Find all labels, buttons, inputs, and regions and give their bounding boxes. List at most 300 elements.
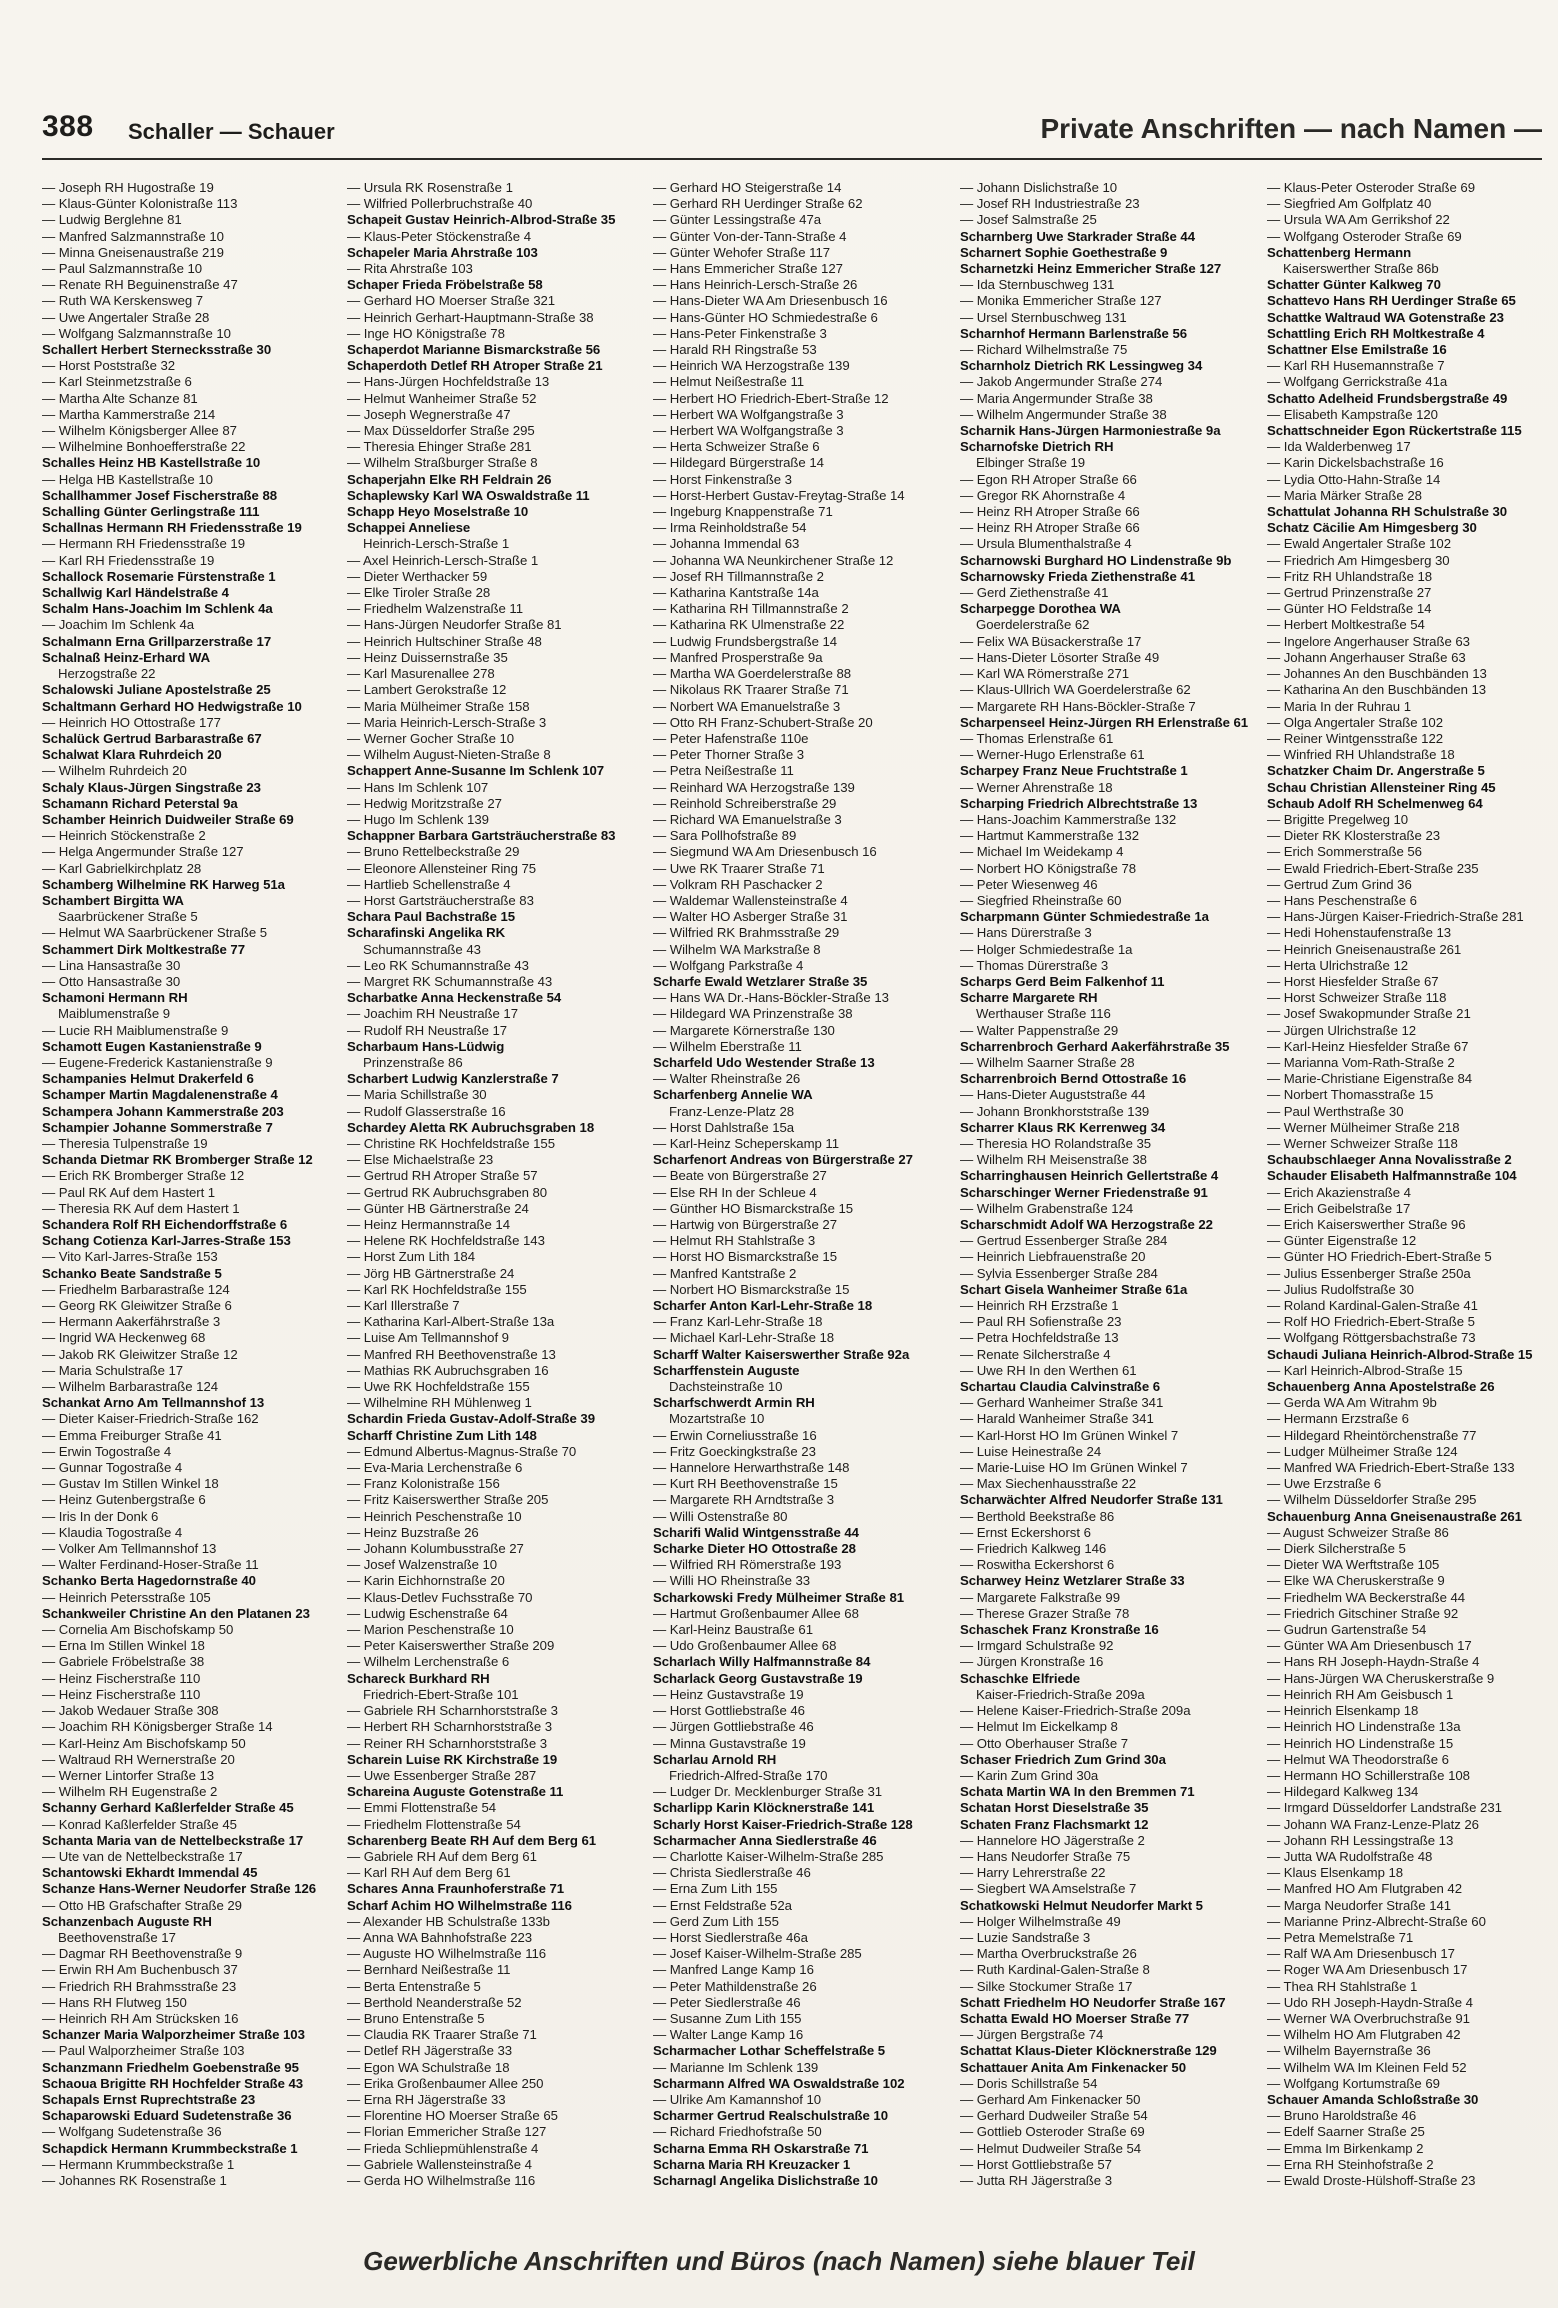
directory-entry: — Katharina An den Buschbänden 13: [1267, 682, 1487, 698]
directory-entry: — Volker Am Tellmannshof 13: [42, 1541, 217, 1557]
directory-entry: — Hildegard Bürgerstraße 14: [653, 455, 824, 471]
directory-entry: Schatan Horst Dieselstraße 35: [960, 1800, 1149, 1816]
directory-entry: — Harald Wanheimer Straße 341: [960, 1411, 1154, 1427]
directory-entry: — Uwe Angertaler Straße 28: [42, 309, 210, 325]
directory-entry: — Hildegard Kalkweg 134: [1267, 1784, 1419, 1800]
directory-entry: — Rolf HO Friedrich-Ebert-Straße 5: [1267, 1314, 1475, 1330]
directory-entry: — Else RH In der Schleue 4: [653, 1184, 817, 1200]
directory-entry: Schang Cotienza Karl-Jarres-Straße 153: [42, 1233, 291, 1249]
directory-entry: — Helmut Wanheimer Straße 52: [347, 390, 537, 406]
directory-entry: — Wilfried RH Römerstraße 193: [653, 1557, 842, 1573]
directory-entry: Schalles Heinz HB Kastellstraße 10: [42, 455, 261, 471]
directory-entry: — Ralf WA Am Driesenbusch 17: [1267, 1946, 1455, 1962]
directory-entry: — Gerda HO Wilhelmstraße 116: [347, 2172, 536, 2188]
directory-entry: Schara Paul Bachstraße 15: [347, 909, 516, 925]
directory-entry: — Bernhard Neißestraße 11: [347, 1962, 511, 1978]
directory-entry: — Marianne Prinz-Albrecht-Straße 60: [1267, 1913, 1486, 1929]
directory-entry: — Margarete RH Arndtstraße 3: [653, 1492, 835, 1508]
directory-entry: — Heinz Hermannstraße 14: [347, 1217, 510, 1232]
directory-entry: Schapals Ernst Ruprechtstraße 23: [42, 2091, 256, 2107]
directory-entry: — Fritz Goeckingkstraße 23: [653, 1443, 816, 1459]
directory-entry: Scharrenbroch Gerhard Aakerfährstraße 35: [960, 1038, 1230, 1054]
directory-entry: — Dierk Silcherstraße 5: [1267, 1541, 1406, 1557]
directory-entry: — Holger Schmiedestraße 1a: [960, 941, 1133, 957]
directory-entry: — Manfred WA Friedrich-Ebert-Straße 133: [1267, 1460, 1515, 1476]
page-number: 388: [42, 110, 94, 143]
directory-entry: Schankat Arno Am Tellmannshof 13: [42, 1395, 265, 1411]
directory-entry: — Heinrich Peschenstraße 10: [347, 1508, 522, 1524]
directory-entry: Herzogstraße 22: [58, 666, 156, 682]
directory-entry: Scharna Maria RH Kreuzacker 1: [653, 2156, 851, 2172]
directory-entry: Schaly Klaus-Jürgen Singstraße 23: [42, 779, 261, 795]
directory-entry: Scharmacher Anna Siedlerstraße 46: [653, 1832, 877, 1848]
directory-entry: Schauer Amanda Schloßstraße 30: [1267, 2091, 1479, 2107]
directory-entry: — Heinrich Liebfrauenstraße 20: [960, 1249, 1146, 1265]
directory-entry: — Friedrich RH Brahmsstraße 23: [42, 1978, 237, 1994]
directory-entry: Scharnowski Burghard HO Lindenstraße 9b: [960, 552, 1232, 568]
directory-entry: — Herbert WA Wolfgangstraße 3: [653, 423, 844, 439]
directory-entry: — Karl RH Husemannstraße 7: [1267, 358, 1445, 374]
directory-entry: — Ingelore Angerhauser Straße 63: [1267, 633, 1470, 649]
directory-entry: — Siegmund WA Am Driesenbusch 16: [653, 844, 877, 860]
directory-entry: — Michael Im Weidekamp 4: [960, 844, 1124, 860]
directory-entry: — Marie-Luise HO Im Grünen Winkel 7: [960, 1460, 1188, 1476]
directory-entry: — Emma Im Birkenkamp 2: [1267, 2140, 1424, 2156]
directory-entry: Schampera Johann Kammerstraße 203: [42, 1103, 284, 1119]
directory-entry: Scharnetzki Heinz Emmericher Straße 127: [960, 261, 1222, 277]
directory-entry: — Irmgard Schulstraße 92: [960, 1638, 1114, 1654]
directory-entry: — Jörg HB Gärtnerstraße 24: [347, 1265, 515, 1281]
directory-entry: Schaschek Franz Kronstraße 16: [960, 1622, 1159, 1638]
directory-entry: — Horst Schweizer Straße 118: [1267, 990, 1447, 1006]
directory-entry: — Richard WA Emanuelstraße 3: [653, 811, 842, 827]
directory-entry: — Dieter RK Klosterstraße 23: [1267, 828, 1441, 844]
directory-entry: — Karin Eichhornstraße 20: [347, 1573, 505, 1589]
directory-entry: — Cornelia Am Bischofskamp 50: [42, 1622, 234, 1638]
directory-entry: — Siegfried Rheinstraße 60: [960, 892, 1122, 908]
directory-entry: — Friedrich Gitschiner Straße 92: [1267, 1605, 1459, 1621]
directory-entry: Schalmann Erna Grillparzerstraße 17: [42, 633, 272, 649]
directory-entry: Schamberg Wilhelmine RK Harweg 51a: [42, 876, 285, 892]
directory-entry: — Günter HO Feldstraße 14: [1267, 601, 1432, 617]
directory-entry: — Leo RK Schumannstraße 43: [347, 957, 529, 973]
directory-entry: — Renate RH Beguinenstraße 47: [42, 277, 238, 293]
directory-entry: Scharbert Ludwig Kanzlerstraße 7: [347, 1071, 559, 1087]
directory-entry: — Ernst Eckershorst 6: [960, 1524, 1091, 1540]
directory-entry: — Heinrich Hultschiner Straße 48: [347, 633, 542, 649]
directory-entry: — Wilhelm Lerchenstraße 6: [347, 1654, 510, 1670]
directory-entry: — Irma Reinholdstraße 54: [653, 520, 807, 536]
directory-entry: Scharke Dieter HO Ottostraße 28: [653, 1541, 856, 1557]
directory-entry: — Hans RH Joseph-Haydn-Straße 4: [1267, 1654, 1480, 1670]
directory-entry: — Ida Walderbenweg 17: [1267, 439, 1411, 455]
directory-entry: Schattschneider Egon Rückertstraße 115: [1267, 423, 1522, 439]
directory-entry: — Jürgen Kronstraße 16: [960, 1654, 1104, 1670]
directory-entry: — Helene RK Hochfeldstraße 143: [347, 1233, 545, 1249]
directory-entry: Scharlack Georg Gustavstraße 19: [653, 1670, 863, 1686]
directory-entry: — Günter WA Am Driesenbusch 17: [1267, 1638, 1472, 1654]
directory-entry: Schumannstraße 43: [363, 941, 481, 957]
directory-entry: — Heinrich HO Lindenstraße 13a: [1267, 1719, 1461, 1735]
footer-note: Gewerbliche Anschriften und Büros (nach Namen) siehe blauer Teil: [363, 2246, 1195, 2276]
directory-entry: — Heinz Duissernstraße 35: [347, 649, 508, 665]
directory-entry: — Manfred HO Am Flutgraben 42: [1267, 1881, 1462, 1897]
directory-entry: — Harry Lehrerstraße 22: [960, 1865, 1106, 1881]
directory-entry: Scharping Friedrich Albrechtstraße 13: [960, 795, 1198, 811]
directory-entry: — Reinhard WA Herzogstraße 139: [653, 779, 855, 795]
directory-entry: — Wilhelm Grabenstraße 124: [960, 1200, 1134, 1216]
directory-entry: — Helga HB Kastellstraße 10: [42, 471, 213, 487]
directory-entry: — Peter Wiesenweg 46: [960, 876, 1098, 892]
directory-entry: — Ludwig Eschenstraße 64: [347, 1605, 508, 1621]
directory-entry: Schattling Erich RH Moltkestraße 4: [1267, 325, 1485, 341]
directory-entry: Scharbatke Anna Heckenstraße 54: [347, 990, 562, 1006]
directory-entry: — Minna Gustavstraße 19: [653, 1735, 806, 1751]
directory-entry: Schamoni Hermann RH: [42, 990, 188, 1006]
directory-entry: Scharps Gerd Beim Falkenhof 11: [960, 973, 1165, 989]
directory-entry: — Jakob Angermunder Straße 274: [960, 374, 1163, 390]
directory-entry: Schandera Rolf RH Eichendorffstraße 6: [42, 1217, 288, 1232]
directory-entry: — Hans-Peter Finkenstraße 3: [653, 325, 827, 341]
directory-entry: — Uwe RH In den Werthen 61: [960, 1362, 1137, 1378]
directory-entry: — Günter Wehofer Straße 117: [653, 244, 831, 260]
directory-entry: — Friedhelm WA Beckerstraße 44: [1267, 1589, 1466, 1605]
directory-entry: — Margret RK Schumannstraße 43: [347, 973, 553, 989]
directory-entry: — Iris In der Donk 6: [42, 1508, 159, 1524]
directory-entry: — Hannelore HO Jägerstraße 2: [960, 1832, 1145, 1848]
directory-entry: — Maria Schulstraße 17: [42, 1362, 184, 1378]
directory-entry: — Ute van de Nettelbeckstraße 17: [42, 1848, 243, 1864]
directory-entry: — Uwe Essenberger Straße 287: [347, 1767, 537, 1783]
directory-entry: — Gerd Zum Lith 155: [653, 1913, 779, 1929]
directory-entry: — Heinz Fischerstraße 110: [42, 1670, 201, 1686]
directory-column-4: [960, 180, 1254, 2228]
directory-entry: — Josef Swakopmunder Straße 21: [1267, 1006, 1471, 1022]
directory-entry: Elbinger Straße 19: [976, 455, 1086, 471]
directory-entry: — Theresia Ehinger Straße 281: [347, 439, 532, 455]
directory-entry: — Herbert HO Friedrich-Ebert-Straße 12: [653, 390, 889, 406]
directory-entry: — Wilhelmine Bonhoefferstraße 22: [42, 439, 246, 455]
directory-entry: Schanko Beate Sandstraße 5: [42, 1265, 222, 1281]
directory-entry: — Josef Kaiser-Wilhelm-Straße 285: [653, 1946, 862, 1962]
directory-entry: Schamper Martin Magdalenenstraße 4: [42, 1087, 278, 1103]
directory-entry: — Peter Thorner Straße 3: [653, 747, 805, 763]
directory-entry: — Therese Grazer Straße 78: [960, 1605, 1130, 1621]
directory-entry: — Dieter WA Werftstraße 105: [1267, 1557, 1440, 1573]
directory-entry: — Felix WA Büsackerstraße 17: [960, 633, 1142, 649]
directory-entry: — Hans Im Schlenk 107: [347, 779, 489, 795]
directory-entry: — Roland Kardinal-Galen-Straße 41: [1267, 1298, 1478, 1314]
directory-entry: — Heinrich RH Am Strücksken 16: [42, 2010, 239, 2026]
directory-entry: — Peter Mathildenstraße 26: [653, 1978, 817, 1994]
directory-entry: — Margarete Falkstraße 99: [960, 1589, 1120, 1605]
directory-entry: Scharffenstein Auguste: [653, 1362, 800, 1378]
directory-entry: — Sara Pollhofstraße 89: [653, 828, 797, 844]
directory-entry: — Rudolf Glasserstraße 16: [347, 1103, 506, 1119]
directory-entry: — Siegfried Am Golfplatz 40: [1267, 196, 1432, 212]
directory-entry: — Max Düsseldorfer Straße 295: [347, 423, 535, 439]
directory-entry: — Beate von Bürgerstraße 27: [653, 1168, 827, 1184]
directory-entry: — Gerhard Wanheimer Straße 341: [960, 1395, 1164, 1411]
directory-entry: — Martha WA Goerdelerstraße 88: [653, 666, 852, 682]
directory-entry: — Werner WA Overbruchstraße 91: [1267, 2010, 1470, 2026]
directory-entry: — Horst Siedlerstraße 46a: [653, 1929, 808, 1945]
directory-entry: Schalling Günter Gerlingstraße 111: [42, 504, 260, 520]
directory-entry: — Frieda Schliepmühlenstraße 4: [347, 2140, 539, 2156]
directory-entry: — Peter Siedlerstraße 46: [653, 1994, 801, 2010]
directory-entry: — Friedhelm Barbarastraße 124: [42, 1281, 230, 1297]
directory-entry: — Peter Hafenstraße 110e: [653, 730, 809, 746]
directory-entry: — Johann WA Franz-Lenze-Platz 26: [1267, 1816, 1479, 1832]
directory-entry: Scharfer Anton Karl-Lehr-Straße 18: [653, 1298, 873, 1314]
directory-entry: — Sylvia Essenberger Straße 284: [960, 1265, 1158, 1281]
directory-entry: — Waltraud RH Wernerstraße 20: [42, 1751, 235, 1767]
directory-entry: Schallnas Hermann RH Friedensstraße 19: [42, 520, 302, 536]
directory-entry: — Karl-Heinz Am Bischofskamp 50: [42, 1735, 246, 1751]
directory-entry: — Manfred Kantstraße 2: [653, 1265, 797, 1281]
directory-entry: Schattke Waltraud WA Gotenstraße 23: [1267, 309, 1504, 325]
directory-entry: — Georg RK Gleiwitzer Straße 6: [42, 1298, 232, 1314]
directory-entry: — Heinrich HO Lindenstraße 15: [1267, 1735, 1454, 1751]
directory-entry: Schaudi Juliana Heinrich-Albrod-Straße 15: [1267, 1346, 1533, 1362]
directory-entry: — Karl-Heinz Hiesfelder Straße 67: [1267, 1038, 1469, 1054]
directory-entry: Schaubschlaeger Anna Novalisstraße 2: [1267, 1152, 1512, 1168]
directory-entry: Schauenberg Anna Apostelstraße 26: [1267, 1379, 1495, 1395]
directory-entry: — Helmut Im Eickelkamp 8: [960, 1719, 1118, 1735]
directory-entry: — Hans Heinrich-Lersch-Straße 26: [653, 277, 858, 293]
directory-entry: — Paul Salzmannstraße 10: [42, 261, 203, 277]
directory-entry: — Hans-Dieter WA Am Driesenbusch 16: [653, 293, 888, 309]
directory-entry: Schatt Friedhelm HO Neudorfer Straße 167: [960, 1994, 1226, 2010]
directory-entry: Schareina Auguste Gotenstraße 11: [347, 1784, 564, 1800]
directory-entry: Scharnholz Dietrich RK Lessingweg 34: [960, 358, 1203, 374]
directory-entry: Schappei Anneliese: [347, 520, 471, 536]
directory-entry: Schaperdot Marianne Bismarckstraße 56: [347, 342, 601, 358]
directory-entry: Scharwey Heinz Wetzlarer Straße 33: [960, 1573, 1185, 1589]
directory-entry: — Johanna WA Neunkirchener Straße 12: [653, 552, 894, 568]
directory-entry: Schamann Richard Peterstal 9a: [42, 795, 238, 811]
directory-entry: Schapeler Maria Ahrstraße 103: [347, 244, 538, 260]
directory-entry: — Wilhelm WA Im Kleinen Feld 52: [1267, 2059, 1467, 2075]
directory-entry: — Günter Von-der-Tann-Straße 4: [653, 228, 847, 244]
directory-entry: — Egon WA Schulstraße 18: [347, 2059, 510, 2075]
directory-entry: Schartau Claudia Calvinstraße 6: [960, 1379, 1160, 1395]
directory-entry: — Günter HO Friedrich-Ebert-Straße 5: [1267, 1249, 1492, 1265]
directory-entry: — Hildegard Rheintörchenstraße 77: [1267, 1427, 1477, 1443]
directory-entry: — Gertrud Essenberger Straße 284: [960, 1233, 1168, 1249]
directory-column-2: [347, 180, 641, 2228]
directory-entry: Scharna Emma RH Oskarstraße 71: [653, 2140, 869, 2156]
directory-entry: — Wilhelm Angermunder Straße 38: [960, 406, 1167, 422]
directory-entry: — Werner-Hugo Erlenstraße 61: [960, 747, 1145, 763]
directory-entry: — Lucie RH Maiblumenstraße 9: [42, 1022, 229, 1038]
directory-entry: Scharfe Ewald Wetzlarer Straße 35: [653, 973, 868, 989]
directory-entry: — Erna Zum Lith 155: [653, 1881, 778, 1897]
directory-entry: — Wilhelm Bayernstraße 36: [1267, 2043, 1431, 2059]
directory-entry: Schattenberg Hermann: [1267, 244, 1412, 260]
directory-entry: — Johann Kolumbusstraße 27: [347, 1541, 524, 1557]
directory-entry: — Dagmar RH Beethovenstraße 9: [42, 1946, 243, 1962]
directory-entry: — Eva-Maria Lerchenstraße 6: [347, 1460, 523, 1476]
directory-entry: — Christine RK Hochfeldstraße 155: [347, 1135, 555, 1151]
directory-entry: — Wilhelm Eberstraße 11: [653, 1038, 802, 1054]
directory-entry: — Lydia Otto-Hahn-Straße 14: [1267, 471, 1441, 487]
directory-entry: — Erna RH Jägerstraße 33: [347, 2091, 506, 2107]
directory-entry: Dachsteinstraße 10: [669, 1379, 783, 1395]
directory-entry: — Hartmut Großenbaumer Allee 68: [653, 1605, 859, 1621]
directory-entry: — Erwin RH Am Buchenbusch 37: [42, 1962, 238, 1978]
directory-entry: — Hartwig von Bürgerstraße 27: [653, 1217, 837, 1232]
directory-entry: Schanzmann Friedhelm Goebenstraße 95: [42, 2059, 299, 2075]
directory-entry: — Uwe RK Traarer Straße 71: [653, 860, 825, 876]
directory-entry: Schalm Hans-Joachim Im Schlenk 4a: [42, 601, 273, 617]
directory-entry: Schamott Eugen Kastanienstraße 9: [42, 1038, 262, 1054]
directory-entry: Schappner Barbara Gartsträucherstraße 83: [347, 828, 616, 844]
directory-entry: Schambert Birgitta WA: [42, 892, 184, 908]
directory-entry: — Hermann RH Friedensstraße 19: [42, 536, 245, 552]
directory-entry: — Eugene-Frederick Kastanienstraße 9: [42, 1054, 273, 1070]
directory-entry: — Roswitha Eckershorst 6: [960, 1557, 1115, 1573]
directory-entry: — Maria Schillstraße 30: [347, 1087, 487, 1103]
directory-entry: — Helmut WA Saarbrückener Straße 5: [42, 925, 268, 941]
directory-entry: — Gertrud RH Atroper Straße 57: [347, 1168, 538, 1184]
directory-entry: Scharein Luise RK Kirchstraße 19: [347, 1751, 558, 1767]
directory-entry: — Friedrich Kalkweg 146: [960, 1541, 1107, 1557]
directory-entry: — Gertrud Prinzenstraße 27: [1267, 585, 1432, 601]
directory-entry: Scharlau Arnold RH: [653, 1751, 777, 1767]
directory-entry: — Erich Geibelstraße 17: [1267, 1200, 1411, 1216]
directory-entry: Schanda Dietmar RK Bromberger Straße 12: [42, 1152, 313, 1168]
directory-entry: — Bruno Haroldstraße 46: [1267, 2108, 1417, 2124]
directory-entry: — Ludger Dr. Mecklenburger Straße 31: [653, 1784, 883, 1800]
directory-entry: — Ernst Feldstraße 52a: [653, 1897, 792, 1913]
directory-entry: Scharifi Walid Wintgensstraße 44: [653, 1524, 859, 1540]
directory-entry: — Gerhard Am Finkenacker 50: [960, 2091, 1141, 2107]
directory-entry: Schattauer Anita Am Finkenacker 50: [960, 2059, 1186, 2075]
directory-entry: — Gertrud Zum Grind 36: [1267, 876, 1412, 892]
directory-entry: — Wilhelm WA Markstraße 8: [653, 941, 821, 957]
directory-entry: — Gerhard HO Moerser Straße 321: [347, 293, 556, 309]
directory-entry: — Heinz Fischerstraße 110: [42, 1686, 201, 1702]
directory-entry: Schatto Adelheid Frundsbergstraße 49: [1267, 390, 1508, 406]
directory-entry: — Gerda WA Am Witrahm 9b: [1267, 1395, 1437, 1411]
directory-entry: — Helene Kaiser-Friedrich-Straße 209a: [960, 1703, 1191, 1719]
directory-entry: — Wilhelm Straßburger Straße 8: [347, 455, 538, 471]
directory-entry: Scharmer Gertrud Realschulstraße 10: [653, 2108, 888, 2124]
directory-entry: Schaub Adolf RH Schelmenweg 64: [1267, 795, 1483, 811]
directory-entry: — Erich Sommerstraße 56: [1267, 844, 1422, 860]
directory-entry: Schareck Burkhard RH: [347, 1670, 490, 1686]
directory-entry: — Julius Rudolfstraße 30: [1267, 1281, 1414, 1297]
directory-entry: — Hans-Joachim Kammerstraße 132: [960, 811, 1177, 827]
directory-entry: Schaten Franz Flachsmarkt 12: [960, 1816, 1149, 1832]
directory-entry: — Hans Dürerstraße 3: [960, 925, 1092, 941]
directory-entry: — Ewald Droste-Hülshoff-Straße 23: [1267, 2172, 1476, 2188]
directory-entry: — Johann Angerhauser Straße 63: [1267, 649, 1466, 665]
directory-entry: — Günter HB Gärtnerstraße 24: [347, 1200, 529, 1216]
directory-entry: — Luzie Sandstraße 3: [960, 1929, 1091, 1945]
directory-entry: — Peter Kaiserswerther Straße 209: [347, 1638, 555, 1654]
directory-entry: — Fritz RH Uhlandstraße 18: [1267, 568, 1433, 584]
directory-entry: Scharpey Franz Neue Fruchtstraße 1: [960, 763, 1188, 779]
directory-entry: — Udo RH Joseph-Haydn-Straße 4: [1267, 1994, 1473, 2010]
directory-entry: — Gudrun Gartenstraße 54: [1267, 1622, 1427, 1638]
directory-entry: — Hans-Jürgen Hochfeldstraße 13: [347, 374, 550, 390]
directory-entry: — Karl RH Auf dem Berg 61: [347, 1865, 511, 1881]
directory-entry: — Ludwig Berglehne 81: [42, 212, 182, 228]
directory-entry: — Heinrich RH Erzstraße 1: [960, 1298, 1119, 1314]
directory-entry: — Walter HO Asberger Straße 31: [653, 909, 848, 925]
directory-entry: Schaoua Brigitte RH Hochfelder Straße 43: [42, 2075, 304, 2091]
directory-entry: — Heinrich Stöckenstraße 2: [42, 828, 206, 844]
directory-entry: Schatz Cäcilie Am Himgesberg 30: [1267, 520, 1477, 536]
directory-entry: Scharafinski Angelika RK: [347, 925, 506, 941]
directory-entry: Scharnert Sophie Goethestraße 9: [960, 244, 1168, 260]
directory-entry: — Berta Entenstraße 5: [347, 1978, 481, 1994]
directory-entry: — Helmut WA Theodorstraße 6: [1267, 1751, 1449, 1767]
directory-entry: — Walter Pappenstraße 29: [960, 1022, 1119, 1038]
directory-entry: Scharnowsky Frieda Ziethenstraße 41: [960, 568, 1195, 584]
directory-entry: Scharly Horst Kaiser-Friedrich-Straße 128: [653, 1816, 913, 1832]
directory-entry: Schaparowski Eduard Sudetenstraße 36: [42, 2108, 292, 2124]
directory-entry: — Detlef RH Jägerstraße 33: [347, 2043, 513, 2059]
directory-entry: — Fritz Kaiserswerther Straße 205: [347, 1492, 549, 1508]
directory-entry: — Erna Im Stillen Winkel 18: [42, 1638, 205, 1654]
directory-entry: — Reiner Wintgensstraße 122: [1267, 730, 1444, 746]
directory-entry: Schauder Elisabeth Halfmannstraße 104: [1267, 1168, 1517, 1184]
directory-entry: — Hans-Jürgen Kaiser-Friedrich-Straße 281: [1267, 909, 1524, 925]
directory-entry: — Wilhelm RH Meisenstraße 38: [960, 1152, 1147, 1168]
directory-entry: — Otto HB Grafschafter Straße 29: [42, 1897, 242, 1913]
directory-entry: — Klaus-Peter Stöckenstraße 4: [347, 228, 531, 244]
directory-entry: — Horst Gottliebstraße 46: [653, 1703, 805, 1719]
directory-entry: — Roger WA Am Driesenbusch 17: [1267, 1962, 1468, 1978]
directory-entry: — Hans Emmericher Straße 127: [653, 261, 843, 277]
directory-entry: Scharnofske Dietrich RH: [960, 439, 1114, 455]
directory-entry: — Friedhelm Walzenstraße 11: [347, 601, 524, 617]
directory-entry: Schaplewsky Karl WA Oswaldstraße 11: [347, 487, 590, 503]
directory-entry: Scharlipp Karin Klöcknerstraße 141: [653, 1800, 875, 1816]
directory-entry: — Ewald Friedrich-Ebert-Straße 235: [1267, 860, 1479, 876]
directory-entry: — Günter Lessingstraße 47a: [653, 212, 822, 228]
directory-entry: — Johannes RK Rosenstraße 1: [42, 2172, 227, 2188]
directory-entry: — Johanna Immendal 63: [653, 536, 800, 552]
directory-entry: — Joachim RH Neustraße 17: [347, 1006, 518, 1022]
directory-entry: — Heinrich WA Herzogstraße 139: [653, 358, 850, 374]
directory-entry: Scharenberg Beate RH Auf dem Berg 61: [347, 1832, 597, 1848]
directory-entry: Maiblumenstraße 9: [58, 1006, 171, 1022]
directory-entry: Schart Gisela Wanheimer Straße 61a: [960, 1281, 1188, 1297]
directory-entry: — Wolfgang Röttgersbachstraße 73: [1267, 1330, 1476, 1346]
directory-entry: Schappert Anne-Susanne Im Schlenk 107: [347, 763, 605, 779]
directory-entry: — Kurt RH Beethovenstraße 15: [653, 1476, 838, 1492]
directory-entry: — Ludwig Frundsbergstraße 14: [653, 633, 838, 649]
directory-entry: — Petra Memelstraße 71: [1267, 1929, 1414, 1945]
directory-entry: — Uwe Erzstraße 6: [1267, 1476, 1382, 1492]
directory-entry: Friedrich-Alfred-Straße 170: [669, 1767, 828, 1783]
directory-entry: Saarbrückener Straße 5: [58, 909, 198, 925]
directory-entry: Scharringhausen Heinrich Gellertstraße 4: [960, 1168, 1219, 1184]
section-title: Private Anschriften — nach Namen —: [1040, 113, 1542, 144]
directory-entry: — Horst Gartsträucherstraße 83: [347, 892, 534, 908]
directory-entry: Schamber Heinrich Duidweiler Straße 69: [42, 811, 294, 827]
directory-entry: Schardin Frieda Gustav-Adolf-Straße 39: [347, 1411, 595, 1427]
directory-entry: — Josef RH Tillmannstraße 2: [653, 568, 824, 584]
directory-entry: Scharpegge Dorothea WA: [960, 601, 1121, 617]
directory-entry: — Hans WA Dr.-Hans-Böckler-Straße 13: [653, 990, 889, 1006]
directory-entry: — Karl RH Friedensstraße 19: [42, 552, 215, 568]
directory-entry: — Marie-Christiane Eigenstraße 84: [1267, 1071, 1473, 1087]
